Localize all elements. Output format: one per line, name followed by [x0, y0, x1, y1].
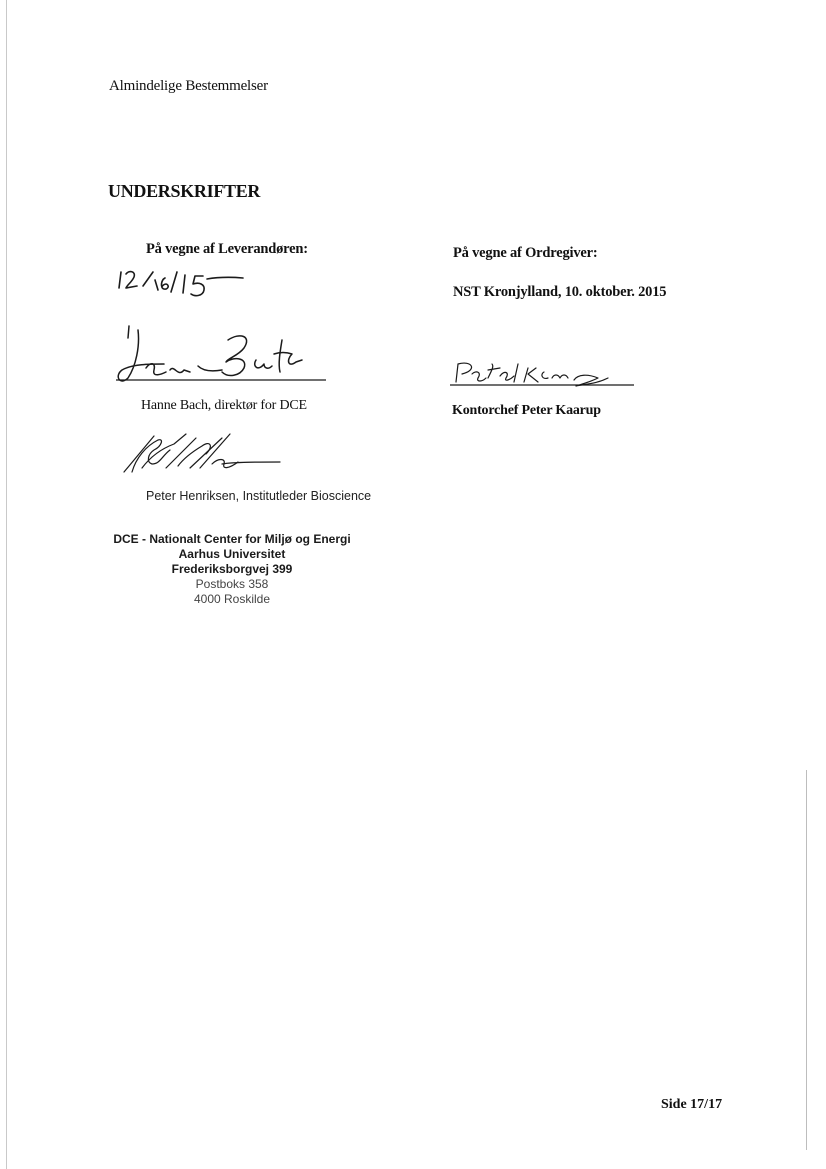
supplier-heading: På vegne af Leverandøren:: [146, 241, 308, 257]
institution-stamp: [102, 532, 362, 607]
buyer-place-date: NST Kronjylland, 10. oktober. 2015: [453, 284, 667, 300]
signatory-1-name: Hanne Bach, direktør for DCE: [141, 398, 307, 413]
signature-3: [448, 356, 638, 392]
signatory-2-name: Peter Henriksen, Institutleder Bioscience: [146, 489, 372, 503]
scan-edge-left: [6, 0, 7, 1169]
stamp-line-5: 4000 Roskilde: [193, 592, 271, 606]
stamp-line-3: Frederiksborgvej 399: [171, 562, 293, 576]
stamp-line-1: DCE - Nationalt Center for Miljø og Energi: [113, 532, 351, 546]
section-title: UNDERSKRIFTER: [108, 181, 261, 201]
scan-edge-right: [806, 770, 807, 1150]
stamp-line-4: Postboks 358: [195, 577, 269, 591]
handwritten-date: [115, 266, 245, 302]
page-number: Side 17/17: [661, 1097, 723, 1112]
stamp-line-2: Aarhus Universitet: [178, 547, 286, 561]
buyer-signatory-name: Kontorchef Peter Kaarup: [452, 403, 601, 418]
signature-2: [118, 428, 284, 480]
document-header: Almindelige Bestemmelser: [109, 78, 268, 94]
signature-1: [110, 322, 330, 394]
buyer-heading: På vegne af Ordregiver:: [453, 245, 598, 261]
